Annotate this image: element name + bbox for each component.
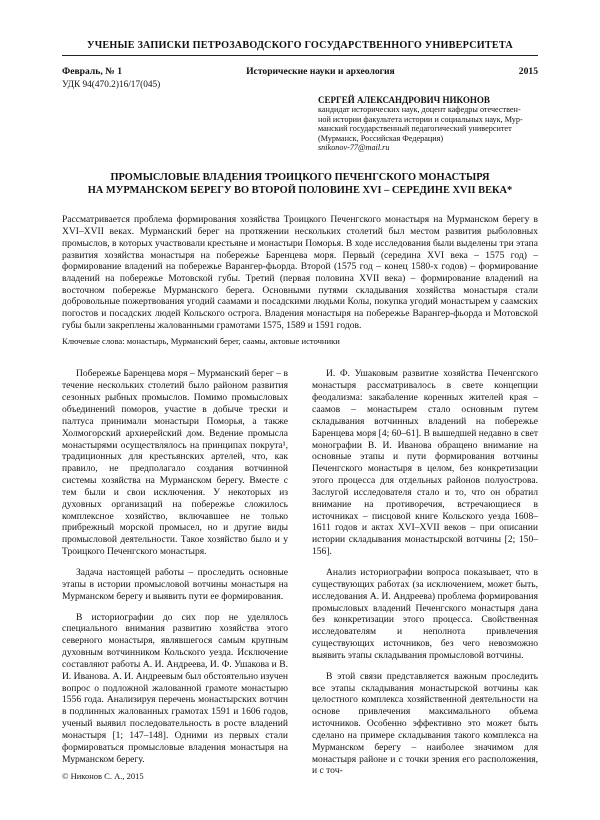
abstract: [62, 214, 538, 331]
title-line: ПРОМЫСЛОВЫЕ ВЛАДЕНИЯ ТРОИЦКОГО ПЕЧЕНГСКОГО МОНАСТЫРЯ: [110, 172, 490, 184]
paragraph: Анализ историографии вопроса показывает, что в существующих работах (за исключением, может быть, исследования А. И. Андреева) проблема формирования промысловых владений Печенгского монастыря дана без конкретизации этого процесса. Свойственная исследователям и неполнота привлечения существующих источников, без чего невозможно выявить этапы складывания промысловой вотчины.: [312, 566, 538, 661]
author-affiliation-line: манский государственный педагогический университет: [318, 124, 512, 134]
keywords: Ключевые слова: монастырь, Мурманский берег, саамы, актовые источники: [62, 336, 340, 347]
author-affiliation-line: (Мурманск, Российская Федерация): [318, 133, 444, 143]
paragraph: Задача настоящей работы – проследить основные этапы в истории промысловой вотчины монастыря на Мурманском берегу и выявить пути ее формирования.: [62, 566, 288, 602]
issue-line: [62, 66, 538, 77]
section-label: Исторические науки и археология: [246, 66, 395, 77]
abstract-text: Рассматривается проблема формирования хозяйства Троицкого Печенгского монастыря на Мурманском берегу в XVI–XVII веках. Мурманский берег на протяжении нескольких столетий был местом развития рыболовных промыслов, в которых участвовали крестьяне и монастыри Поморья. В ходе исследования были выделены три этапа развития хозяйства монастыря на побережье Баренцева моря. Первый (середина XVI века – 1575 год) – формирование владений на побережье Варангер-фьорда. Второй (1575 год – конец 1580-х годов) – формирование владений на побережье Мотовской губы. Третий (первая половина XVII века) – формирование владений на восточном побережье Мурманского берега. Основными путями складывания хозяйства монастыря стали добровольные пожертвования угодий саамами и посадскими людьми Колы, покупка угодий монастырем у саамских погостов и посадских людей Кольского острога. Владения монастыря на побережье Варангер-фьорда и Мотовской губы были закреплены жалованными грамотами 1575, 1589 и 1591 годов.: [62, 214, 538, 331]
paragraph: И. Ф. Ушаковым развитие хозяйства Печенгского монастыря рассматривалось в свете концепции феодализма: закабаление коренных жителей края – саамов – монастырем стало основным путем складывания вотчинных владений на побережье Баренцева моря [4; 60–61]. В вышедшей недавно в свет монографии В. И. Иванова обращено внимание на основные этапы и пути формирования вотчины Печенгского монастыря в целом, без конкретизации этого процесса для отдельных районов полуострова. Заслугой исследователя стало и то, что он обратил внимание на противоречия, встречающиеся в источниках – писцовой книге Кольского уезда 1608–1611 годов и актах XVI–XVII веков – при описании истории складывания монастырской вотчины [2; 150–156].: [312, 368, 538, 558]
paragraph: Побережье Баренцева моря – Мурманский берег – в течение нескольких столетий было районом развития сезонных рыбных промыслов. Помимо промысловых объединений поморов, участие в добыче трески и палтуса принимали монастыри Поморья, а также Холмогорский архиерейский дом. Ведение промысла монастырями осуществлялось на принципах покрута¹, традиционных для крестьянских артелей, что, как правило, не предполагало создания вотчинной системы хозяйства на Мурманском берегу. Вместе с тем были и свои исключения. У некоторых из духовных организаций на побережье сложилось комплексное хозяйство, включавшее не только прибрежный морской промысел, но и другие виды промысловой деятельности. Такое хозяйство было и у Троицкого Печенгского монастыря.: [62, 368, 288, 558]
journal-title: УЧЕНЫЕ ЗАПИСКИ ПЕТРОЗАВОДСКОГО ГОСУДАРСТВЕННОГО УНИВЕРСИТЕТА: [87, 40, 513, 51]
author-affiliation-line: кандидат исторических наук, доцент кафедры отечествен-: [318, 105, 521, 115]
body-columns: [62, 368, 538, 786]
left-column: [62, 368, 288, 786]
header-rule: [62, 55, 538, 56]
title-line: НА МУРМАНСКОМ БЕРЕГУ ВО ВТОРОЙ ПОЛОВИНЕ XVI – СЕРЕДИНЕ XVII ВЕКА*: [87, 184, 513, 196]
udk-code: УДК 94(470.2)16/17(045): [62, 80, 161, 90]
author-block: [318, 96, 538, 152]
paragraph: В историографии до сих пор не уделялось специального внимания развитию хозяйства этого северного монастыря, являвшегося самым крупным духовным вотчинником Кольского уезда. Исключение составляют работы А. И. Андреева, И. Ф. Ушакова и В. И. Иванова. А. И. Андреевым был обстоятельно изучен вопрос о подложной жалованной грамоте монастырю 1556 года. Анализируя перечень монастырских вотчин в подлинных жалованных грамотах 1591 и 1606 годов, ученый выявил последовательность в росте владений монастыря [1; 147–148]. Одними из первых стали формироваться промысловые владения монастыря на Мурманском берегу.: [62, 611, 288, 765]
paragraph: В этой связи представляется важным проследить все этапы складывания монастырской вотчины как целостного комплекса хозяйственной деятельности на основе привлечения максимального объема источников. Особенно эффективно это может быть сделано на примере складывания такого комплекса на Мурманском берегу – наиболее значимом для монастыря районе и с точки зрения его расположения, и с точ-: [312, 670, 538, 777]
author-name: СЕРГЕЙ АЛЕКСАНДРОВИЧ НИКОНОВ: [318, 95, 490, 105]
article-title: [62, 172, 538, 197]
article-page: [62, 40, 538, 786]
author-email: snikonov-77@mail.ru: [318, 143, 390, 153]
issue-label: Февраль, № 1: [62, 66, 122, 77]
author-affiliation-line: ной истории факультета истории и социальных наук, Мур-: [318, 114, 523, 124]
right-column: [312, 368, 538, 786]
copyright: © Никонов С. А., 2015: [62, 771, 144, 781]
year-label: 2015: [518, 66, 538, 77]
